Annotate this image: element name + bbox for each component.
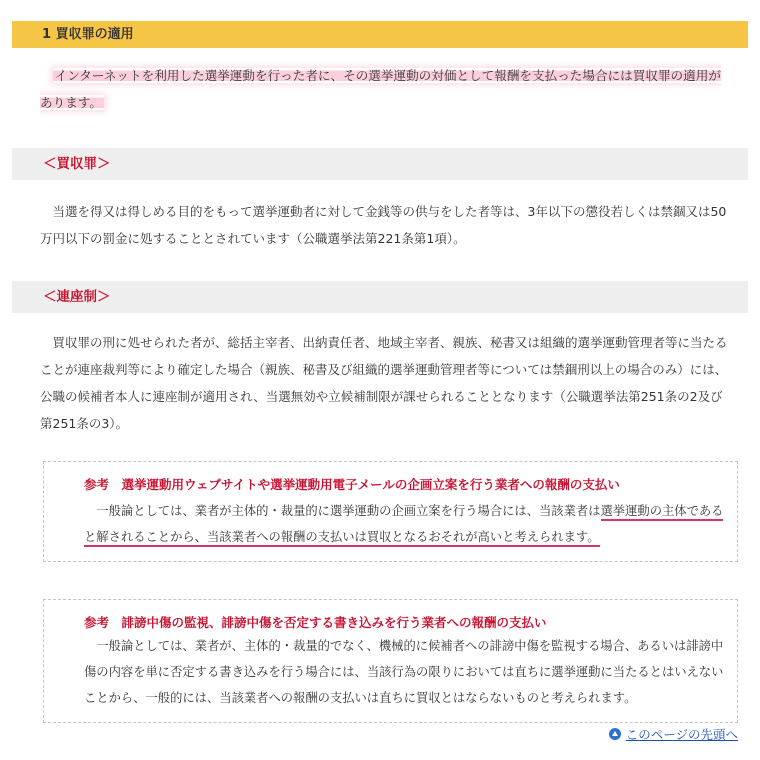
bribery-paragraph	[40, 198, 730, 252]
reference-underlined-text: 選挙運動の主体であると解されることから、当該業者への報酬の支払いは買収となるおそれが高いと考えられます。	[84, 504, 723, 547]
section-title: 1 買収罪の適用	[12, 21, 748, 48]
reference-box-defamation-vendors	[43, 599, 738, 723]
reference-body-planning-vendors	[84, 498, 724, 550]
intro-highlighted-text: インターネットを利用した選挙運動を行った者に、その選挙運動の対価として報酬を支払った場合には買収罪の適用があります。	[40, 68, 721, 110]
reference-text-part1: 一般論としては、業者が主体的・裁量的に選挙運動の企画立案を行う場合には、当該業者は	[96, 504, 601, 518]
reference-title-planning-vendors: 参考 選挙運動用ウェブサイトや選挙運動用電子メールの企画立案を行う業者への報酬の支払い	[84, 477, 620, 492]
reference-title-defamation-vendors: 参考 誹謗中傷の監視、誹謗中傷を否定する書き込みを行う業者への報酬の支払い	[84, 615, 547, 630]
reference-box-planning-vendors	[43, 461, 738, 562]
intro-paragraph	[40, 62, 730, 116]
joint-liability-heading: ＜連座制＞	[12, 281, 748, 313]
arrow-up-circle-icon	[609, 728, 621, 740]
bribery-heading: ＜買収罪＞	[12, 148, 748, 180]
reference-text-defamation: 一般論としては、業者が、主体的・裁量的でなく、機械的に候補者への誹謗中傷を監視する場合、あるいは誹謗中傷の内容を単に否定する書き込みを行う場合には、当該行為の限りにおいては直ちに選挙運動に当たるとはいえないことから、一般的には、当該業者への報酬の支払いは直ちに買収とはならないものと考えられます。	[84, 639, 724, 705]
reference-body-defamation-vendors	[84, 633, 724, 711]
page-top-link[interactable]	[609, 725, 738, 743]
joint-liability-text: 買収罪の刑に処せられた者が、総括主宰者、出納責任者、地域主宰者、親族、秘書又は組織的選挙運動管理者等に当たることが連座裁判等により確定した場合（親族、秘書及び組織的選挙運動管理者等については禁錮刑以上の場合のみ）には、公職の候補者本人に連座制が適用され、当選無効や立候補制限が課せられることとなります（公職選挙法第251条の2及び第251条の3）。	[40, 335, 728, 431]
page-top-link-label[interactable]: このページの先頭へ	[625, 727, 738, 742]
joint-liability-paragraph	[40, 329, 730, 437]
bribery-text: 当選を得又は得しめる目的をもって選挙運動者に対して金銭等の供与をした者等は、3年以下の懲役若しくは禁錮又は50万円以下の罰金に処することとされています（公職選挙法第221条第1項）。	[40, 204, 727, 246]
